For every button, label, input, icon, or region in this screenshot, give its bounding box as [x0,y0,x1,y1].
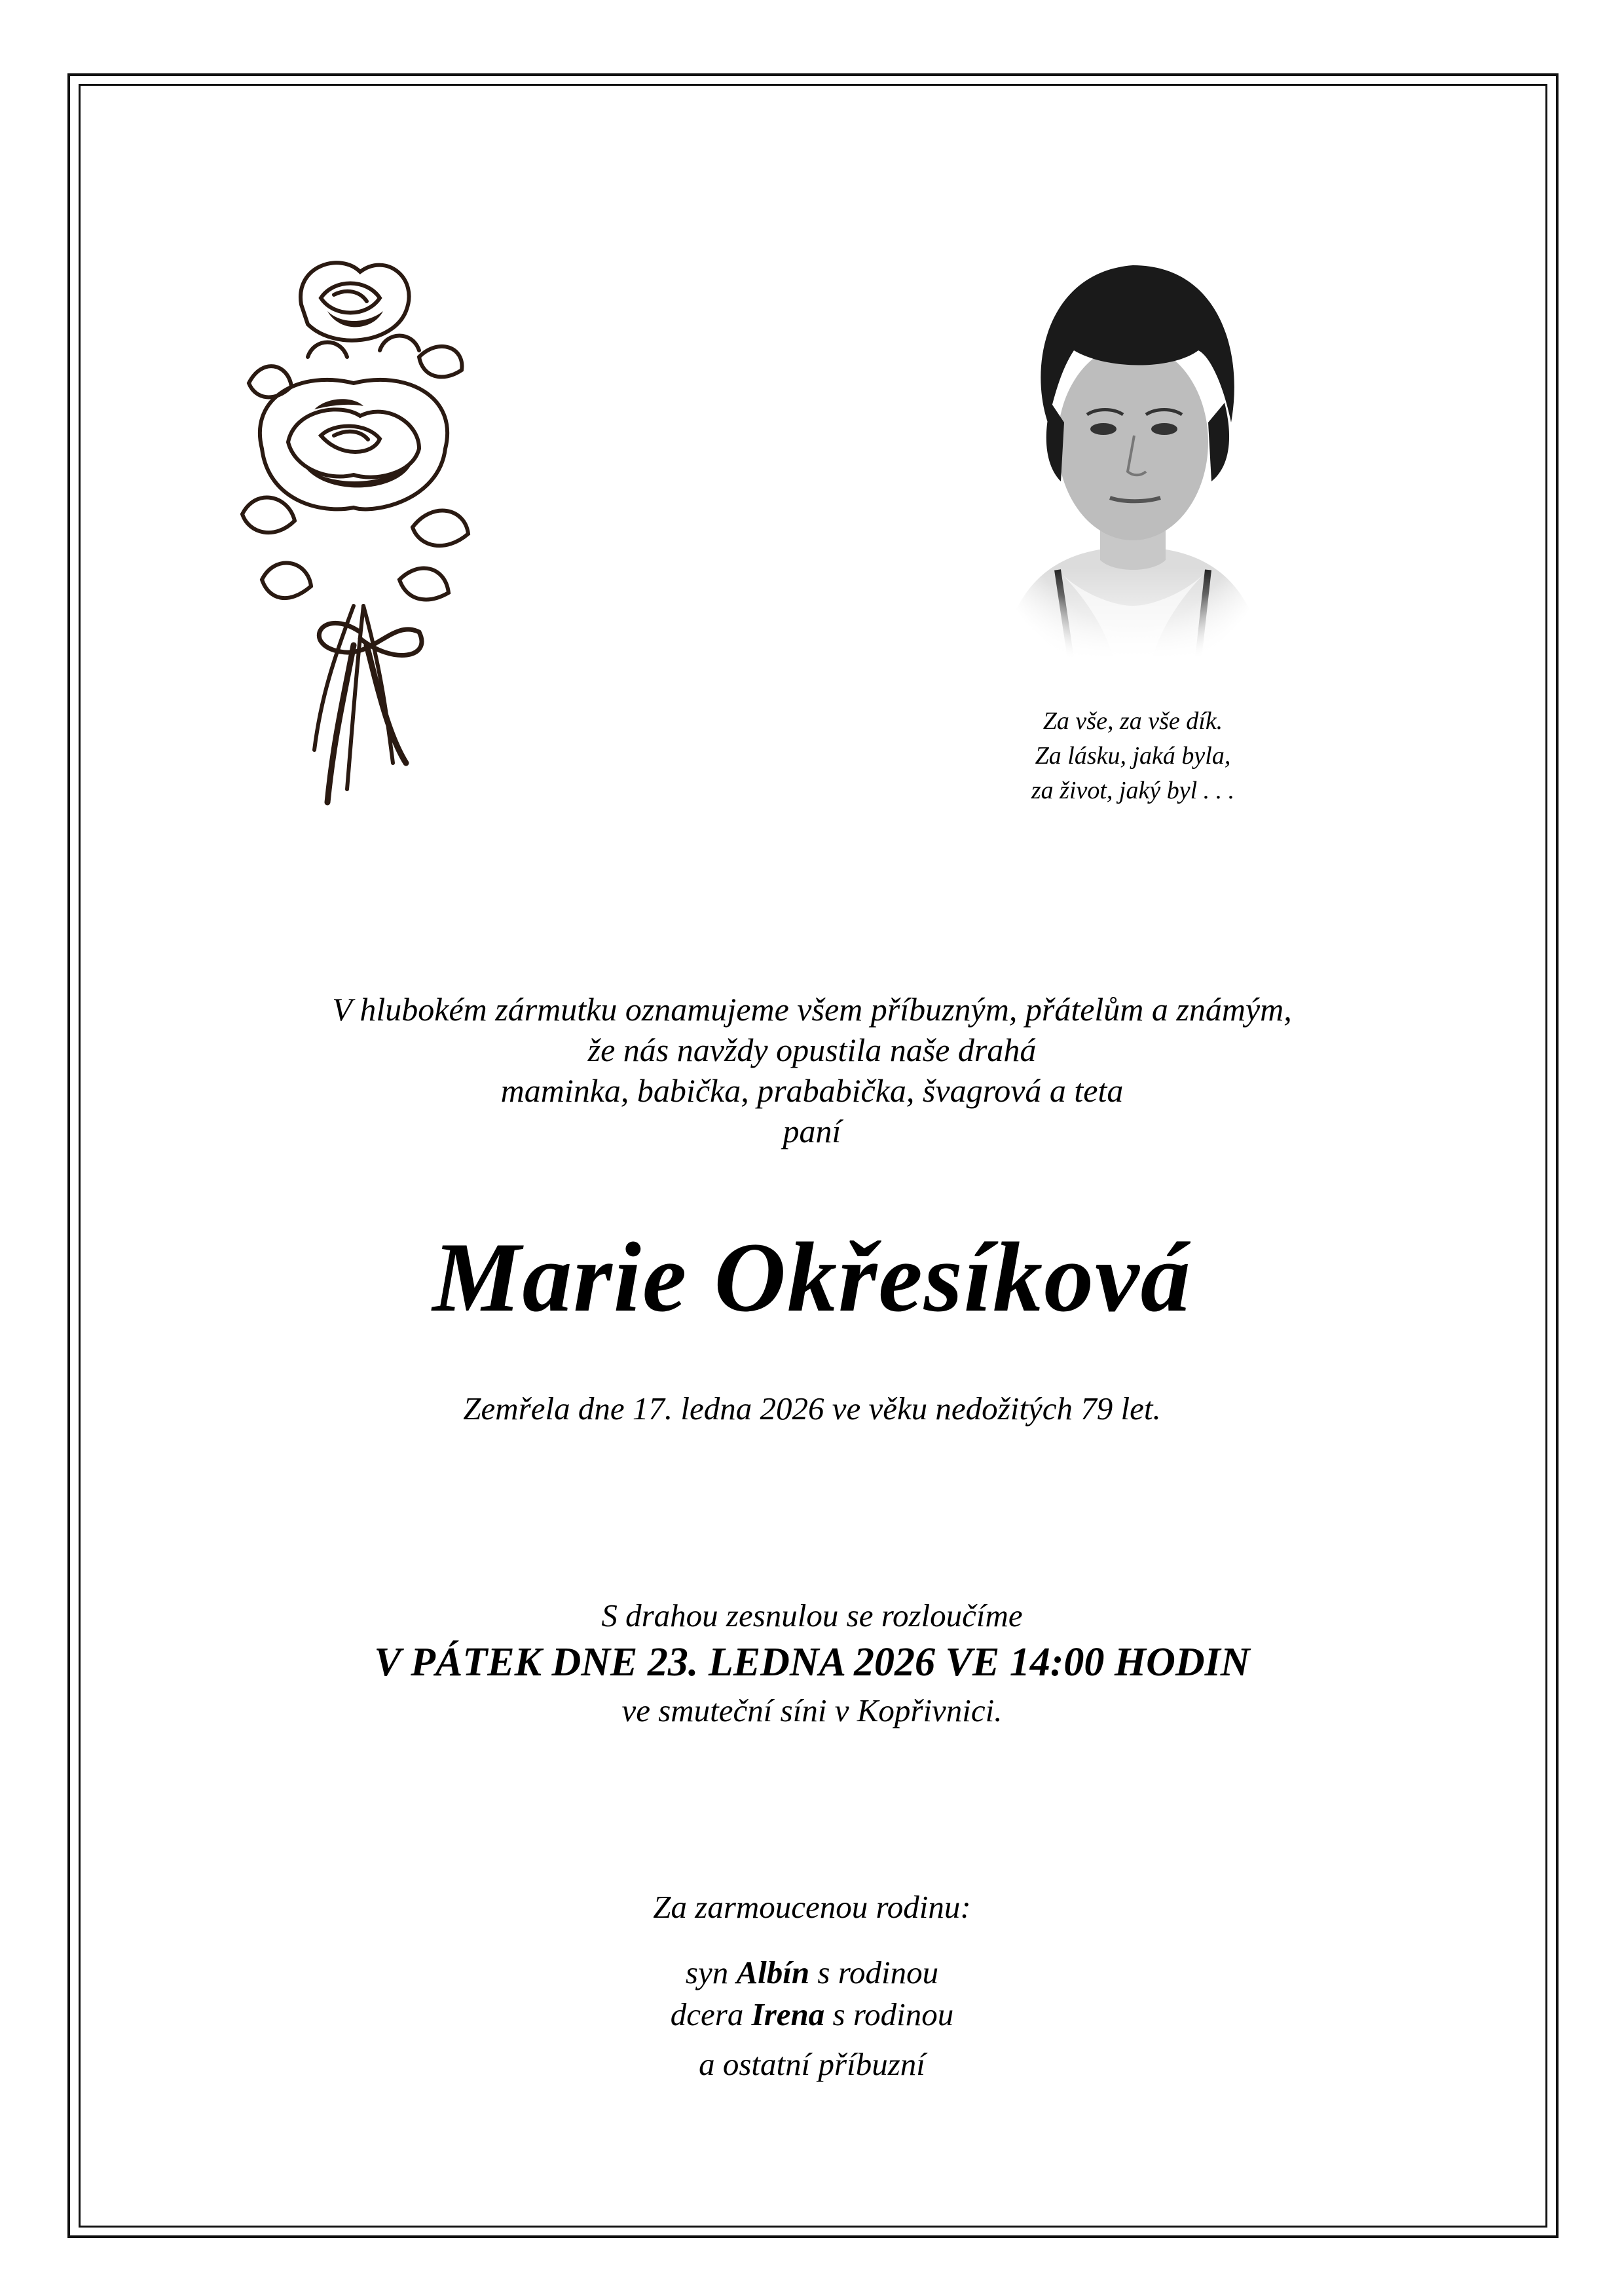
motto-line: Za lásku, jaká byla, [1035,742,1231,770]
family-daughter-prefix: dcera [670,1996,744,2032]
portrait-photo [989,206,1277,658]
family-daughter-suffix: s rodinou [832,1996,954,2032]
family-son-suffix: s rodinou [817,1954,939,1990]
farewell-intro: S drahou zesnulou se rozloučíme [601,1597,1023,1633]
motto-line: za život, jaký byl . . . [1031,777,1235,804]
motto-line: Za vše, za vše dík. [1043,707,1223,735]
announcement-line: paní [783,1113,841,1149]
rose-bouquet-illustration [223,239,485,815]
farewell-datetime: V PÁTEK DNE 23. LEDNA 2026 VE 14:00 HODIN [374,1640,1250,1685]
motto [917,704,1349,808]
family-son [0,1952,1624,1994]
family-heading: Za zarmoucenou rodinu: [653,1889,971,1925]
family-daughter [0,1994,1624,2036]
deceased-name: Marie Okřesíková [432,1222,1192,1332]
announcement [0,989,1624,1151]
family-son-prefix: syn [685,1954,729,1990]
announcement-line: že nás navždy opustila naše drahá [587,1032,1037,1068]
family-son-name: Albín [736,1954,810,1990]
announcement-line: V hlubokém zármutku oznamujeme všem příbuzným, přátelům a známým, [332,991,1292,1028]
family-daughter-name: Irena [751,1996,825,2032]
family-list [0,1952,1624,2085]
death-note: Zemřela dne 17. ledna 2026 ve věku nedožitých 79 let. [463,1390,1161,1427]
farewell-place: ve smuteční síni v Kopřivnici. [621,1692,1003,1728]
family-others: a ostatní příbuzní [699,2046,925,2082]
announcement-line: maminka, babička, prababička, švagrová a teta [500,1072,1124,1109]
